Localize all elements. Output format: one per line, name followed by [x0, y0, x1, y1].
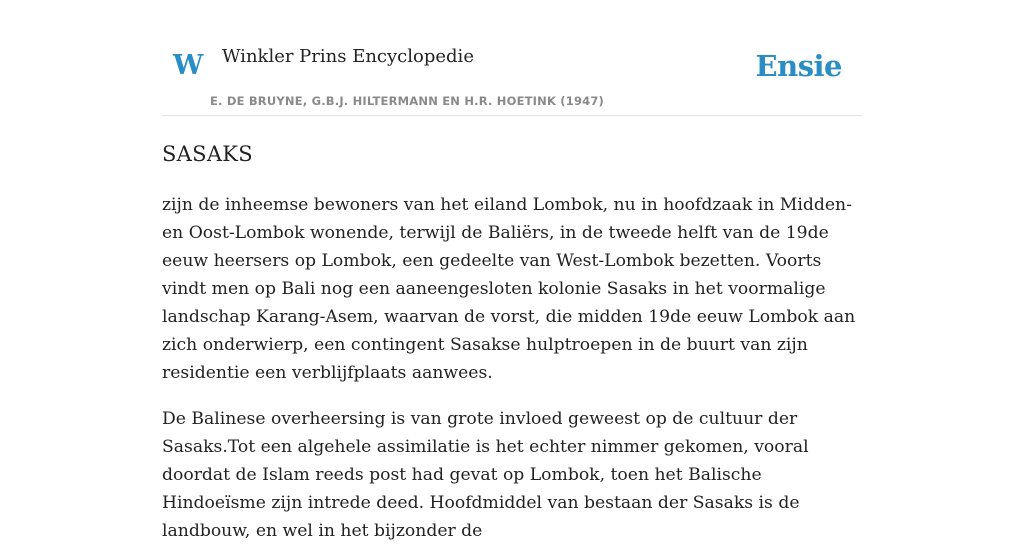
- source-authors: E. DE BRUYNE, G.B.J. HILTERMANN EN H.R. HOETINK (1947): [210, 94, 605, 108]
- source-title[interactable]: Winkler Prins Encyclopedie: [222, 46, 474, 67]
- source-header: [162, 0, 862, 116]
- article-title: SASAKS: [162, 142, 253, 166]
- winkler-prins-logo[interactable]: W: [173, 50, 204, 81]
- article-paragraph: zijn de inheemse bewoners van het eiland Lombok, nu in hoofdzaak in Midden- en Oost-Lombok wonende, terwijl de Baliërs, in de tweede helft van de 19de eeuw heersers op Lombok, een gedeelte van West-Lombok bezetten. Voorts vindt men op Bali nog een aaneengesloten kolonie Sasaks in het voormalige landschap Karang-Asem, waarvan de vorst, die midden 19de eeuw Lombok aan zich onderwierp, een contingent Sasakse hulptroepen in de buurt van zijn residentie een verblijfplaats aanwees.: [162, 195, 856, 384]
- article-paragraph: De Balinese overheersing is van grote invloed geweest op de cultuur der Sasaks.Tot een algehele assimilatie is het echter nimmer gekomen, vooral doordat de Islam reeds post had gevat op Lombok, toen het Balische Hindoeïsme zijn intrede deed. Hoofdmiddel van bestaan der Sasaks is de landbouw, en wel in het bijzonder de: [162, 409, 809, 542]
- ensie-logo[interactable]: Ensie: [755, 49, 842, 83]
- page: [162, 0, 862, 545]
